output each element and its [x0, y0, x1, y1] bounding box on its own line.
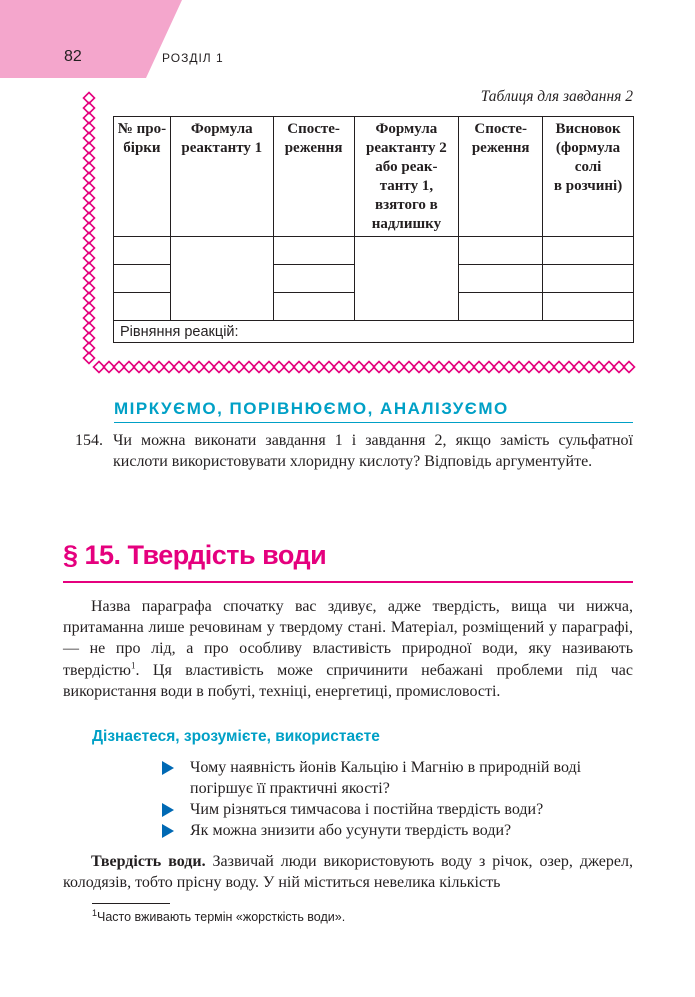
- column-header-observation-2: Спосте- реження: [459, 117, 543, 237]
- table-cell: [459, 265, 543, 293]
- table-row: [114, 237, 634, 265]
- triangle-bullet-icon: [162, 761, 174, 775]
- think-divider: [114, 422, 633, 423]
- learning-goals-list: [160, 757, 635, 841]
- section-label: РОЗДІЛ 1: [162, 51, 224, 65]
- table-cell: [273, 293, 354, 321]
- intro-paragraph: [63, 596, 633, 702]
- table-cell: [543, 293, 634, 321]
- footnote-divider: [92, 903, 170, 904]
- hardness-paragraph: [63, 851, 633, 893]
- table-cell: [543, 265, 634, 293]
- column-header-conclusion: Висновок (формула солі в розчині): [543, 117, 634, 237]
- task-table: [113, 116, 634, 343]
- footnote-mark: 1: [92, 907, 98, 918]
- exercise-number: 154.: [75, 432, 103, 449]
- list-item: [160, 820, 635, 841]
- think-heading: МІРКУЄМО, ПОРІВНЮЄМО, АНАЛІЗУЄМО: [114, 399, 509, 418]
- hardness-text: Зазвичай люди використовують воду з річок, озер, джерел, колодязів, тобто прісну воду. У ній міститься невелика кількість: [63, 853, 633, 892]
- goal-text: Як можна знизити або усунути твердість води?: [190, 822, 512, 839]
- equations-label: Рівняння реакцій:: [114, 321, 634, 343]
- table-cell: [543, 237, 634, 265]
- exercise-text: Чи можна виконати завдання 1 і завдання 2, якщо замість сульфатної кислоти використовувати хлоридну кислоту? Відповідь аргументуйте.: [113, 432, 633, 470]
- exercise-154: [75, 430, 633, 472]
- table-header-row: [114, 117, 634, 237]
- table-cell: [459, 293, 543, 321]
- title-divider: [63, 581, 633, 583]
- table-cell: [273, 237, 354, 265]
- table-cell: [354, 237, 459, 321]
- column-header-reactant-1: Формула реактанту 1: [170, 117, 273, 237]
- triangle-bullet-icon: [162, 803, 174, 817]
- table-cell: [114, 293, 171, 321]
- intro-text-part-1: Назва параграфа спочатку вас здивує, адже твердість, вища чи нижча, притаманна лише речовинам у твердому стані. Матеріал, розміщений у параграфі, — не про лід, а про особливу властивість природної води, яку називають твердістю: [63, 598, 633, 679]
- learn-heading: Дізнаєтеся, зрозумієте, використаєте: [92, 728, 380, 745]
- column-header-observation-1: Спосте- реження: [273, 117, 354, 237]
- triangle-bullet-icon: [162, 824, 174, 838]
- table-cell: [114, 265, 171, 293]
- equations-row: [114, 321, 634, 343]
- intro-text-part-2: . Ця властивість може спричинити небажані проблеми під час використання води в побуті, техніці, енергетиці, промисловості.: [63, 661, 633, 700]
- footnote-text: Часто вживають термін «жорсткість води».: [97, 910, 346, 924]
- list-item: [160, 757, 635, 799]
- column-header-tube-number: № про- бірки: [114, 117, 171, 237]
- goal-text: Чому наявність йонів Кальцію і Магнію в природній воді погіршує її практичні якості?: [190, 759, 582, 797]
- page-number: 82: [64, 48, 82, 65]
- table-cell: [459, 237, 543, 265]
- hardness-term: Твердість води.: [91, 853, 206, 870]
- footnote-reference: 1: [130, 660, 136, 671]
- table-caption: Таблиця для завдання 2: [480, 88, 633, 105]
- table-cell: [114, 237, 171, 265]
- goal-text: Чим різняться тимчасова і постійна твердість води?: [190, 801, 544, 818]
- column-header-reactant-2: Формула реактанту 2 або реак- танту 1, взятого в надлишку: [354, 117, 459, 237]
- footnote: [92, 907, 346, 924]
- list-item: [160, 799, 635, 820]
- paragraph-title: § 15. Твердість води: [63, 540, 327, 570]
- table-cell: [273, 265, 354, 293]
- table-cell: [170, 237, 273, 321]
